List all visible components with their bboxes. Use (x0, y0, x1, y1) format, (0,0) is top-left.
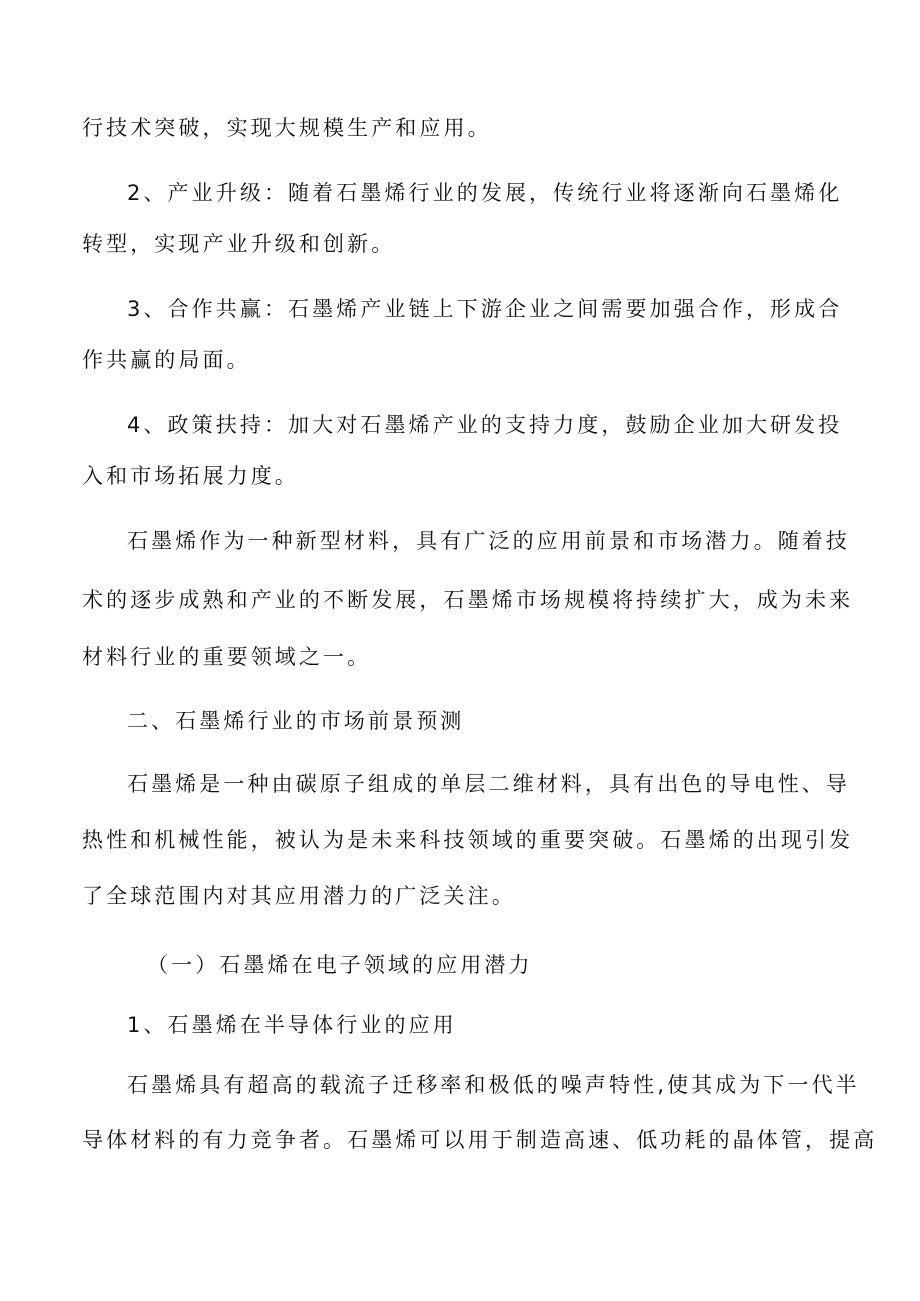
paragraph-line: 了全球范围内对其应用潜力的广泛关注。 (82, 884, 516, 908)
list-item-cooperation: 3、合作共赢：石墨烯产业链上下游企业之间需要加强合作，形成合 (127, 297, 843, 321)
paragraph-line: 术的逐步成熟和产业的不断发展，石墨烯市场规模将持续扩大，成为未来 (82, 588, 854, 612)
section-heading: 二、石墨烯行业的市场前景预测 (127, 709, 465, 733)
subsection-heading: （一）石墨烯在电子领域的应用潜力 (147, 953, 533, 977)
paragraph-line: 材料行业的重要领域之一。 (82, 645, 372, 669)
paragraph-line: 转型，实现产业升级和创新。 (82, 232, 396, 256)
list-item-policy-support: 4、政策扶持：加大对石墨烯产业的支持力度，鼓励企业加大研发投 (127, 413, 843, 437)
list-item-industrial-upgrade: 2、产业升级：随着石墨烯行业的发展，传统行业将逐渐向石墨烯化 (127, 181, 843, 205)
paragraph-line: 热性和机械性能，被认为是未来科技领域的重要突破。石墨烯的出现引发 (82, 828, 854, 852)
paragraph-line: 石墨烯作为一种新型材料，具有广泛的应用前景和市场潜力。随着技 (127, 529, 850, 553)
paragraph-line: 作共赢的局面。 (82, 348, 251, 372)
list-item-heading: 1、石墨烯在半导体行业的应用 (127, 1013, 457, 1037)
paragraph-line: 石墨烯具有超高的载流子迁移率和极低的噪声特性,使其成为下一代半 (127, 1073, 860, 1097)
paragraph-line: 石墨烯是一种由碳原子组成的单层二维材料，具有出色的导电性、导 (127, 772, 850, 796)
paragraph-line: 入和市场拓展力度。 (82, 464, 299, 488)
paragraph-line: 导体材料的有力竞争者。石墨烯可以用于制造高速、低功耗的晶体管，提高 (82, 1128, 878, 1152)
paragraph-line: 行技术突破，实现大规模生产和应用。 (82, 116, 492, 140)
